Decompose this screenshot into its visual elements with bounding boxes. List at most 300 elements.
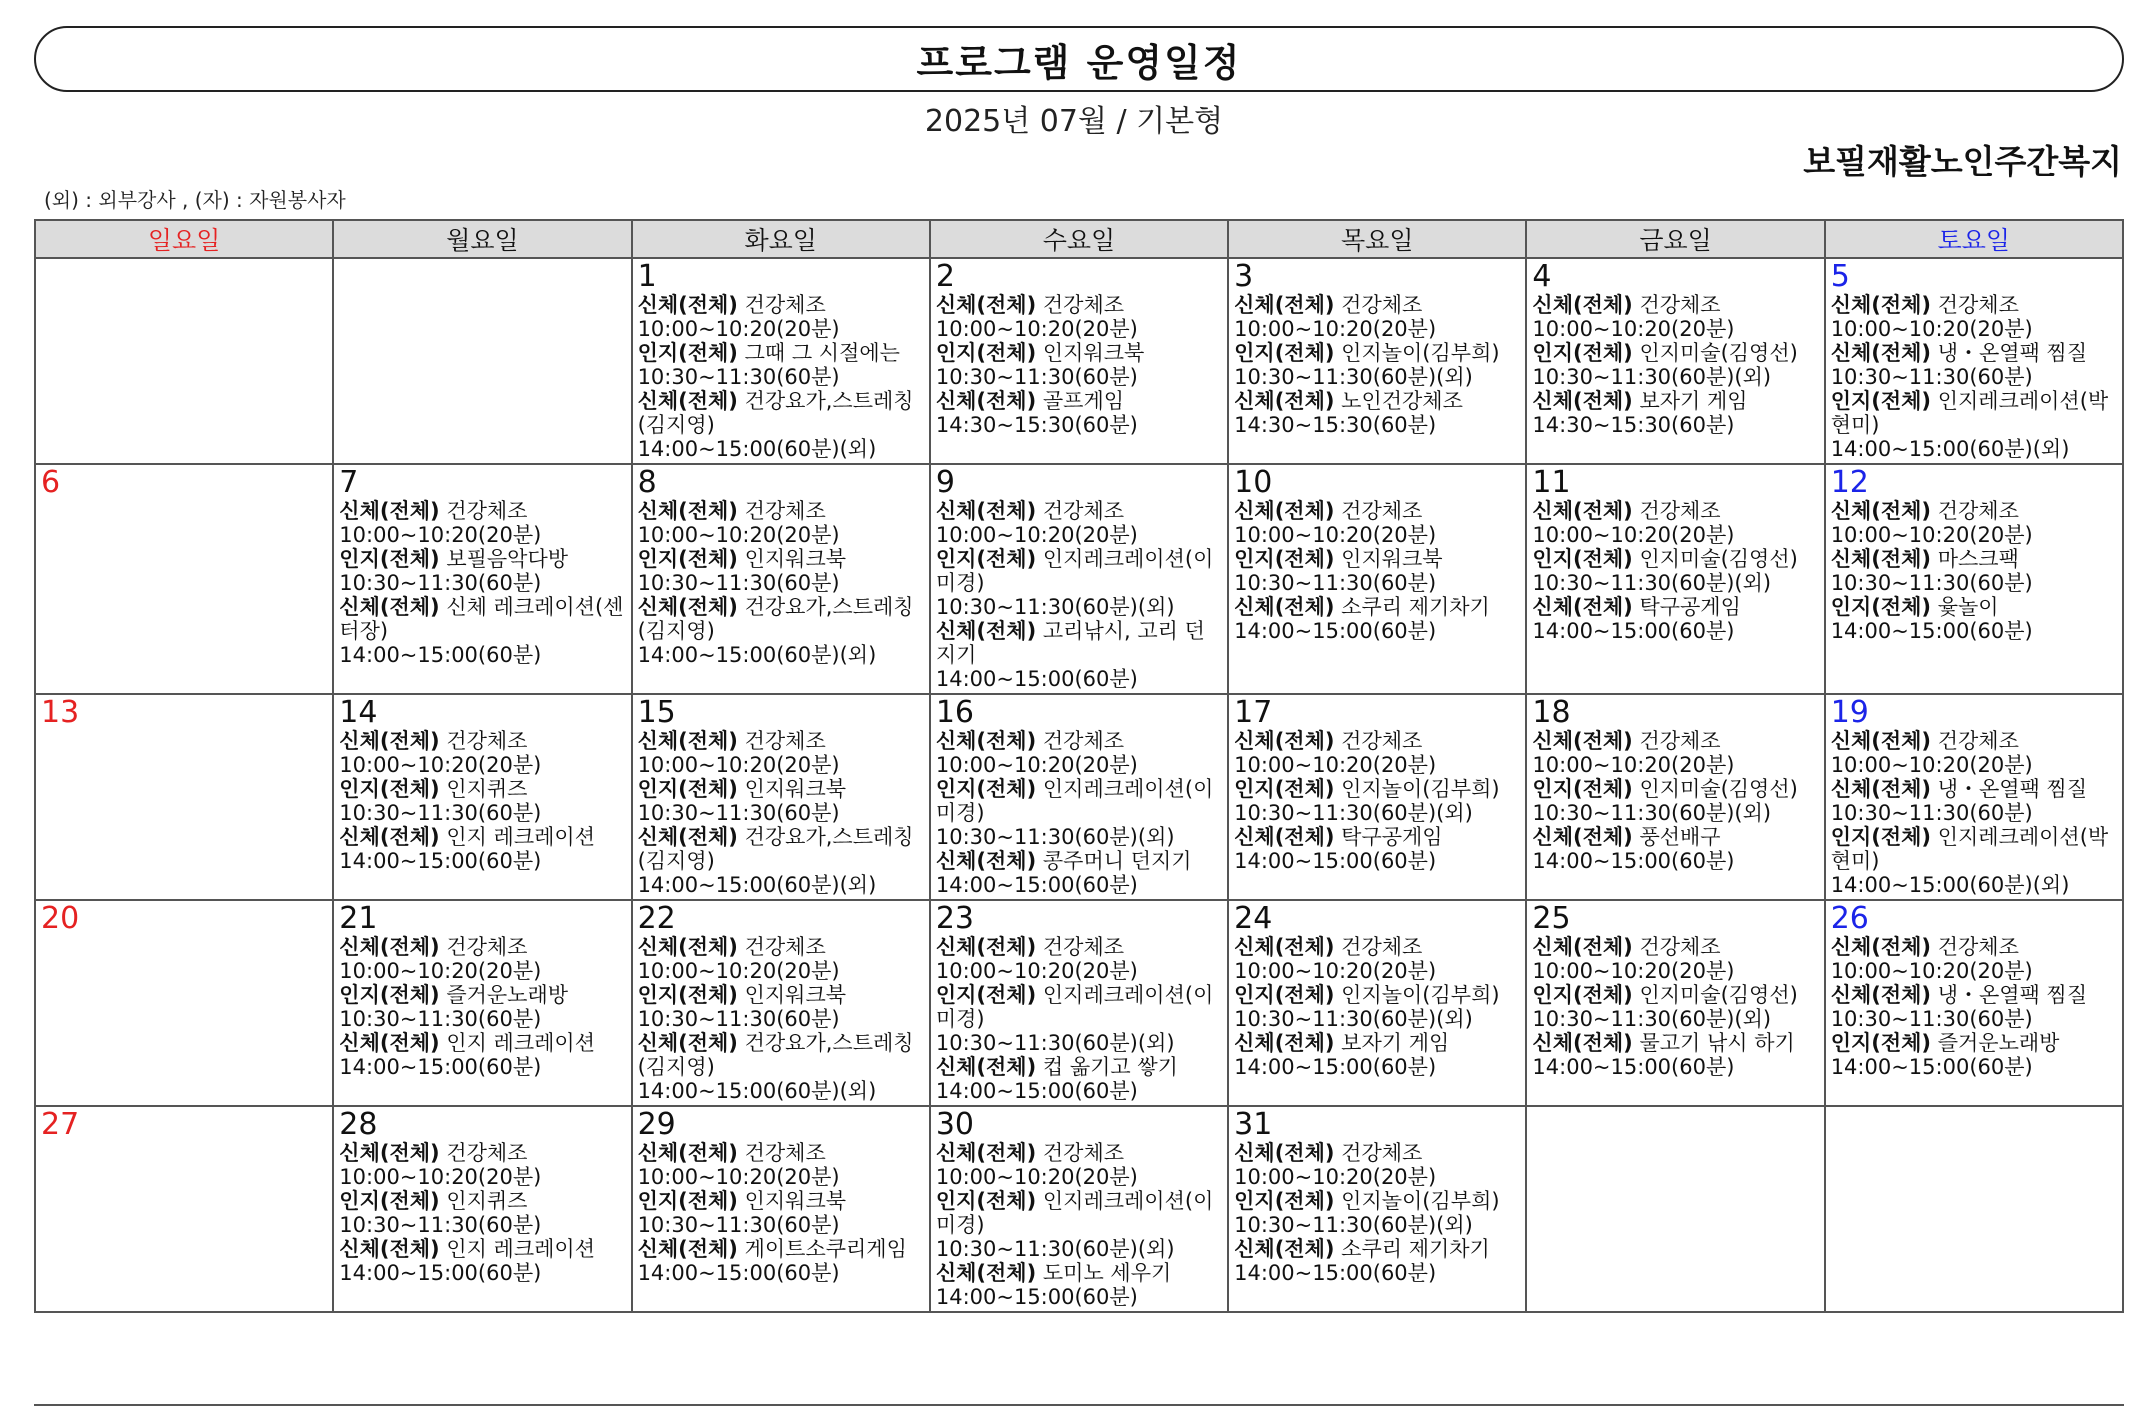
day-cell <box>930 464 1228 694</box>
program-category: 인지(전체) <box>935 983 1037 1007</box>
program-time: 14:00~15:00(60분)(외) <box>1830 437 2070 461</box>
program-time: 10:00~10:20(20분) <box>1830 317 2033 341</box>
day-number: 13 <box>41 695 80 730</box>
day-cell <box>930 1106 1228 1312</box>
day-number: 1 <box>637 259 657 294</box>
program-name: 인지퀴즈 <box>446 777 528 801</box>
program-entry <box>1234 729 1521 777</box>
program-name: 건강체조 <box>744 293 826 317</box>
day-number: 11 <box>1532 465 1571 500</box>
program-time: 14:30~15:30(60분) <box>1234 413 1437 437</box>
day-number: 10 <box>1234 465 1273 500</box>
day-number: 12 <box>1830 465 1869 500</box>
program-entry <box>1234 1031 1521 1079</box>
day-cell <box>1825 900 2123 1106</box>
program-entry <box>339 1141 626 1189</box>
day-cell <box>35 1106 333 1312</box>
program-name: 소쿠리 제기차기 <box>1341 595 1490 619</box>
program-time: 14:00~15:00(60분) <box>339 1055 542 1079</box>
program-entry <box>1532 729 1819 777</box>
program-entry <box>1831 935 2118 983</box>
program-entry <box>1532 547 1819 595</box>
program-time: 10:00~10:20(20분) <box>1830 959 2033 983</box>
program-entry <box>339 935 626 983</box>
program-category: 신체(전체) <box>339 1031 440 1055</box>
program-name: 윷놀이 <box>1937 595 1999 619</box>
day-cell <box>1526 258 1824 464</box>
program-category: 인지(전체) <box>935 341 1037 365</box>
program-name: 건강체조 <box>1042 729 1125 753</box>
program-entry <box>638 595 925 667</box>
program-name: 인지레크레이션(이미경) <box>935 1189 1214 1237</box>
program-name: 건강체조 <box>1341 293 1423 317</box>
program-time: 10:00~10:20(20분) <box>935 317 1138 341</box>
weekday-header-sunday: 일요일 <box>35 220 333 258</box>
program-entry <box>339 983 626 1031</box>
program-time: 10:30~11:30(60분) <box>1830 801 2033 825</box>
program-name: 인지놀이(김부희) <box>1341 983 1500 1007</box>
program-entry <box>638 1189 925 1237</box>
program-name: 인지레크레이션(이미경) <box>935 983 1214 1031</box>
program-time: 10:30~11:30(60분) <box>339 1007 542 1031</box>
program-category: 신체(전체) <box>1532 389 1633 413</box>
program-name: 건강체조 <box>446 935 528 959</box>
program-time: 10:30~11:30(60분) <box>1234 571 1437 595</box>
program-category: 신체(전체) <box>1532 499 1633 523</box>
program-time: 10:30~11:30(60분)(외) <box>1234 801 1473 825</box>
program-name: 인지워크북 <box>744 777 847 801</box>
day-number: 19 <box>1830 695 1869 730</box>
program-time: 10:00~10:20(20분) <box>1532 523 1735 547</box>
day-number: 21 <box>339 901 378 936</box>
day-cell <box>1526 900 1824 1106</box>
week-row <box>35 694 2123 900</box>
day-number: 31 <box>1234 1107 1273 1142</box>
program-category: 신체(전체) <box>339 1237 440 1261</box>
day-number: 23 <box>935 901 975 936</box>
program-entry <box>1532 595 1819 643</box>
program-category: 신체(전체) <box>637 293 738 317</box>
program-category: 신체(전체) <box>339 729 440 753</box>
program-name: 인지레크레이션(박현미) <box>1830 389 2109 437</box>
program-category: 신체(전체) <box>339 825 440 849</box>
program-entry <box>936 341 1223 389</box>
program-entry <box>1532 499 1819 547</box>
program-name: 건강요가,스트레칭(김지영) <box>637 389 914 437</box>
program-name: 물고기 낚시 하기 <box>1639 1031 1795 1055</box>
program-name: 인지 레크레이션 <box>446 1031 595 1055</box>
program-category: 인지(전체) <box>1234 1189 1335 1213</box>
program-time: 10:30~11:30(60분) <box>637 1213 840 1237</box>
program-entry <box>339 499 626 547</box>
program-time: 10:30~11:30(60분)(외) <box>1532 365 1772 389</box>
program-time: 14:00~15:00(60분)(외) <box>637 1079 877 1103</box>
program-name: 건강체조 <box>1341 499 1423 523</box>
weekday-header-wednesday: 수요일 <box>930 220 1228 258</box>
day-number: 9 <box>935 465 955 500</box>
program-category: 신체(전체) <box>637 1031 738 1055</box>
program-category: 인지(전체) <box>1234 777 1335 801</box>
program-name: 건강체조 <box>1937 935 2019 959</box>
program-time: 10:30~11:30(60분)(외) <box>935 825 1175 849</box>
program-time: 14:00~15:00(60분) <box>637 1261 840 1285</box>
program-entry <box>1234 389 1521 437</box>
program-time: 14:00~15:00(60분) <box>339 849 542 873</box>
week-row <box>35 1106 2123 1312</box>
program-entry <box>1234 1237 1521 1285</box>
program-entry <box>1532 341 1819 389</box>
program-name: 즐거운노래방 <box>446 983 569 1007</box>
program-category: 신체(전체) <box>935 293 1037 317</box>
day-cell <box>632 258 930 464</box>
program-category: 신체(전체) <box>637 499 738 523</box>
weekday-header-friday: 금요일 <box>1526 220 1824 258</box>
day-number: 27 <box>41 1107 80 1142</box>
program-entry <box>638 389 925 461</box>
program-time: 10:00~10:20(20분) <box>1234 1165 1437 1189</box>
day-cell <box>35 258 333 464</box>
weekday-header-row <box>35 220 2123 258</box>
program-category: 신체(전체) <box>1234 1031 1335 1055</box>
program-category: 신체(전체) <box>637 389 738 413</box>
program-category: 신체(전체) <box>935 619 1037 643</box>
program-name: 건강요가,스트레칭(김지영) <box>637 1031 914 1079</box>
program-entry <box>1532 935 1819 983</box>
program-category: 신체(전체) <box>1532 1031 1633 1055</box>
program-name: 인지미술(김영선) <box>1639 777 1798 801</box>
program-time: 10:30~11:30(60분)(외) <box>1532 801 1772 825</box>
day-cell <box>1825 1106 2123 1312</box>
program-name: 냉・온열팩 찜질 <box>1937 983 2088 1007</box>
program-entry <box>1831 499 2118 547</box>
program-time: 10:30~11:30(60분)(외) <box>1532 571 1772 595</box>
day-cell <box>333 694 631 900</box>
program-name: 골프게임 <box>1042 389 1125 413</box>
program-category: 신체(전체) <box>637 595 738 619</box>
program-time: 14:00~15:00(60분) <box>935 1079 1138 1103</box>
program-name: 콩주머니 던지기 <box>1042 849 1192 873</box>
program-entry <box>638 1031 925 1103</box>
day-cell <box>1825 464 2123 694</box>
program-name: 인지퀴즈 <box>446 1189 528 1213</box>
program-entry <box>339 1237 626 1285</box>
program-category: 인지(전체) <box>1830 1031 1932 1055</box>
day-number: 14 <box>339 695 378 730</box>
program-time: 14:00~15:00(60분) <box>1830 1055 2033 1079</box>
program-category: 신체(전체) <box>1532 825 1633 849</box>
program-time: 14:00~15:00(60분)(외) <box>637 643 877 667</box>
program-time: 10:30~11:30(60분) <box>637 365 840 389</box>
day-number: 22 <box>637 901 676 936</box>
program-time: 14:30~15:30(60분) <box>1532 413 1735 437</box>
program-time: 14:00~15:00(60분) <box>1234 1055 1437 1079</box>
program-time: 10:00~10:20(20분) <box>637 753 840 777</box>
program-name: 건강요가,스트레칭(김지영) <box>637 825 914 873</box>
program-entry <box>638 547 925 595</box>
program-entry <box>1831 547 2118 595</box>
program-name: 즐거운노래방 <box>1937 1031 2060 1055</box>
program-entry <box>1234 983 1521 1031</box>
program-time: 10:30~11:30(60분) <box>339 1213 542 1237</box>
page-subtitle: 2025년 07월 / 기본형 <box>924 104 1224 139</box>
program-category: 신체(전체) <box>1830 983 1932 1007</box>
program-name: 노인건강체조 <box>1341 389 1463 413</box>
program-category: 신체(전체) <box>935 1141 1037 1165</box>
program-entry <box>339 777 626 825</box>
program-category: 신체(전체) <box>935 935 1037 959</box>
program-time: 14:00~15:00(60분) <box>1532 619 1735 643</box>
program-entry <box>936 983 1223 1055</box>
program-time: 14:00~15:00(60분)(외) <box>637 873 877 897</box>
program-category: 신체(전체) <box>1234 499 1335 523</box>
program-category: 신체(전체) <box>1234 595 1335 619</box>
program-entry <box>936 389 1223 437</box>
program-name: 보필음악다방 <box>446 547 569 571</box>
day-number: 26 <box>1830 901 1869 936</box>
day-number: 17 <box>1234 695 1273 730</box>
day-cell <box>1526 464 1824 694</box>
program-time: 10:30~11:30(60분)(외) <box>1532 1007 1772 1031</box>
program-entry <box>638 729 925 777</box>
program-entry <box>936 1189 1223 1261</box>
program-name: 게이트소쿠리게임 <box>744 1237 907 1261</box>
program-entry <box>638 777 925 825</box>
program-entry <box>638 293 925 341</box>
program-name: 소쿠리 제기차기 <box>1341 1237 1490 1261</box>
program-time: 10:30~11:30(60분) <box>1830 365 2033 389</box>
program-category: 인지(전체) <box>339 983 440 1007</box>
program-category: 신체(전체) <box>1532 729 1633 753</box>
program-entry <box>339 1189 626 1237</box>
program-entry <box>936 935 1223 983</box>
program-entry <box>1532 293 1819 341</box>
program-time: 10:30~11:30(60분)(외) <box>1234 365 1473 389</box>
program-category: 인지(전체) <box>1532 341 1633 365</box>
day-cell <box>1228 900 1526 1106</box>
program-category: 인지(전체) <box>935 547 1037 571</box>
program-category: 신체(전체) <box>637 825 738 849</box>
program-time: 10:00~10:20(20분) <box>339 959 542 983</box>
program-category: 인지(전체) <box>339 547 440 571</box>
program-time: 14:00~15:00(60분) <box>1234 1261 1437 1285</box>
day-number: 3 <box>1234 259 1254 294</box>
weekday-header-monday: 월요일 <box>333 220 631 258</box>
program-time: 10:00~10:20(20분) <box>935 959 1138 983</box>
program-name: 건강체조 <box>1042 499 1125 523</box>
program-time: 10:00~10:20(20분) <box>1234 523 1437 547</box>
program-entry <box>638 1237 925 1285</box>
program-entry <box>1831 293 2118 341</box>
day-cell <box>1228 694 1526 900</box>
program-name: 건강체조 <box>1341 1141 1423 1165</box>
program-entry <box>339 729 626 777</box>
program-time: 10:00~10:20(20분) <box>1234 959 1437 983</box>
day-number: 8 <box>637 465 657 500</box>
program-category: 인지(전체) <box>1234 341 1335 365</box>
day-cell <box>632 900 930 1106</box>
program-name: 냉・온열팩 찜질 <box>1937 341 2088 365</box>
program-entry <box>1234 1189 1521 1237</box>
program-name: 건강체조 <box>446 1141 528 1165</box>
program-name: 보자기 게임 <box>1639 389 1748 413</box>
program-entry <box>936 849 1223 897</box>
program-time: 10:30~11:30(60분) <box>339 571 542 595</box>
program-entry <box>936 1055 1223 1103</box>
program-entry <box>936 619 1223 691</box>
program-entry <box>936 729 1223 777</box>
program-time: 14:00~15:00(60분) <box>935 1285 1138 1309</box>
program-category: 신체(전체) <box>1830 729 1932 753</box>
program-name: 인지레크레이션(박현미) <box>1830 825 2109 873</box>
program-entry <box>936 293 1223 341</box>
program-name: 건강체조 <box>744 1141 826 1165</box>
program-category: 신체(전체) <box>1830 935 1932 959</box>
program-name: 인지워크북 <box>1042 341 1145 365</box>
day-cell <box>333 258 631 464</box>
program-entry <box>1234 341 1521 389</box>
program-time: 10:00~10:20(20분) <box>339 753 542 777</box>
program-name: 인지놀이(김부희) <box>1341 341 1500 365</box>
program-category: 신체(전체) <box>339 935 440 959</box>
day-cell <box>333 900 631 1106</box>
day-number: 18 <box>1532 695 1571 730</box>
program-time: 10:00~10:20(20분) <box>637 1165 840 1189</box>
weekday-header-tuesday: 화요일 <box>632 220 930 258</box>
program-entry <box>339 1031 626 1079</box>
program-entry <box>1831 729 2118 777</box>
program-name: 건강체조 <box>1042 293 1125 317</box>
program-time: 10:30~11:30(60분) <box>1830 571 2033 595</box>
day-number: 24 <box>1234 901 1273 936</box>
program-category: 신체(전체) <box>1830 777 1932 801</box>
program-category: 신체(전체) <box>1234 293 1335 317</box>
day-cell <box>632 464 930 694</box>
program-entry <box>1234 935 1521 983</box>
program-entry <box>936 547 1223 619</box>
program-category: 신체(전체) <box>1234 1141 1335 1165</box>
program-entry <box>339 547 626 595</box>
program-category: 신체(전체) <box>1532 293 1633 317</box>
program-time: 10:30~11:30(60분)(외) <box>935 1031 1175 1055</box>
program-category: 신체(전체) <box>1830 547 1932 571</box>
day-cell <box>930 694 1228 900</box>
program-name: 인지레크레이션(이미경) <box>935 547 1214 595</box>
program-category: 인지(전체) <box>1532 547 1633 571</box>
program-time: 14:00~15:00(60분) <box>1234 619 1437 643</box>
program-time: 10:00~10:20(20분) <box>1830 523 2033 547</box>
program-name: 건강체조 <box>1639 935 1721 959</box>
program-name: 인지미술(김영선) <box>1639 341 1798 365</box>
program-time: 14:00~15:00(60분) <box>935 873 1138 897</box>
day-number: 5 <box>1830 259 1850 294</box>
program-time: 10:00~10:20(20분) <box>935 1165 1138 1189</box>
bottom-divider <box>34 1404 2124 1406</box>
day-number: 4 <box>1532 259 1552 294</box>
program-time: 10:30~11:30(60분) <box>637 801 840 825</box>
program-name: 건강체조 <box>744 935 826 959</box>
program-name: 인지미술(김영선) <box>1639 983 1798 1007</box>
program-entry <box>1532 1031 1819 1079</box>
calendar-body <box>35 258 2123 1312</box>
program-entry <box>1234 293 1521 341</box>
program-name: 컵 옮기고 쌓기 <box>1042 1055 1178 1079</box>
program-entry <box>1831 595 2118 643</box>
program-time: 14:00~15:00(60분)(외) <box>1830 873 2070 897</box>
program-entry <box>1532 825 1819 873</box>
day-cell <box>632 694 930 900</box>
program-category: 신체(전체) <box>1234 1237 1335 1261</box>
program-time: 10:30~11:30(60분)(외) <box>935 595 1175 619</box>
program-name: 건강체조 <box>1639 729 1721 753</box>
program-category: 신체(전체) <box>1234 825 1335 849</box>
program-name: 건강체조 <box>446 729 528 753</box>
program-time: 10:00~10:20(20분) <box>1532 959 1735 983</box>
program-category: 신체(전체) <box>1532 935 1633 959</box>
program-time: 10:30~11:30(60분) <box>339 801 542 825</box>
program-name: 건강체조 <box>1937 729 2019 753</box>
program-category: 신체(전체) <box>1830 341 1932 365</box>
program-category: 신체(전체) <box>1830 293 1932 317</box>
program-category: 신체(전체) <box>339 499 440 523</box>
program-entry <box>638 935 925 983</box>
legend: (외) : 외부강사 , (자) : 자원봉사자 <box>44 188 346 212</box>
program-category: 신체(전체) <box>637 729 738 753</box>
program-time: 14:00~15:00(60분) <box>935 667 1138 691</box>
program-entry <box>1831 983 2118 1031</box>
program-entry <box>1234 595 1521 643</box>
day-cell <box>333 1106 631 1312</box>
program-time: 14:00~15:00(60분) <box>1234 849 1437 873</box>
day-number: 25 <box>1532 901 1571 936</box>
program-category: 인지(전체) <box>637 547 738 571</box>
day-cell <box>930 900 1228 1106</box>
program-name: 보자기 게임 <box>1341 1031 1450 1055</box>
program-category: 신체(전체) <box>1830 499 1932 523</box>
day-cell <box>35 464 333 694</box>
program-name: 신체 레크레이션(센터장) <box>339 595 624 643</box>
program-name: 건강체조 <box>1042 935 1125 959</box>
day-cell <box>35 900 333 1106</box>
program-time: 10:30~11:30(60분) <box>1830 1007 2033 1031</box>
day-number: 28 <box>339 1107 378 1142</box>
program-name: 풍선배구 <box>1639 825 1721 849</box>
program-time: 14:00~15:00(60분) <box>1830 619 2033 643</box>
program-entry <box>1234 1141 1521 1189</box>
day-number: 20 <box>41 901 80 936</box>
program-time: 10:00~10:20(20분) <box>1532 317 1735 341</box>
program-name: 인지 레크레이션 <box>446 825 595 849</box>
center-name: 보필재활노인주간복지 <box>1803 142 2122 181</box>
program-category: 인지(전체) <box>637 1189 738 1213</box>
program-time: 10:00~10:20(20분) <box>1830 753 2033 777</box>
program-time: 10:30~11:30(60분) <box>637 1007 840 1031</box>
program-name: 고리낚시, 고리 던지기 <box>935 619 1205 667</box>
program-category: 신체(전체) <box>339 1141 440 1165</box>
day-cell <box>1526 1106 1824 1312</box>
program-entry <box>1831 389 2118 461</box>
calendar-table <box>34 219 2124 1313</box>
program-category: 신체(전체) <box>935 729 1037 753</box>
day-number: 2 <box>935 259 955 294</box>
program-category: 인지(전체) <box>1830 389 1932 413</box>
program-category: 인지(전체) <box>637 983 738 1007</box>
program-name: 건강체조 <box>744 499 826 523</box>
program-name: 인지워크북 <box>744 983 847 1007</box>
program-time: 14:00~15:00(60분) <box>339 643 542 667</box>
program-entry <box>1831 341 2118 389</box>
program-category: 신체(전체) <box>1234 389 1335 413</box>
program-entry <box>936 777 1223 849</box>
